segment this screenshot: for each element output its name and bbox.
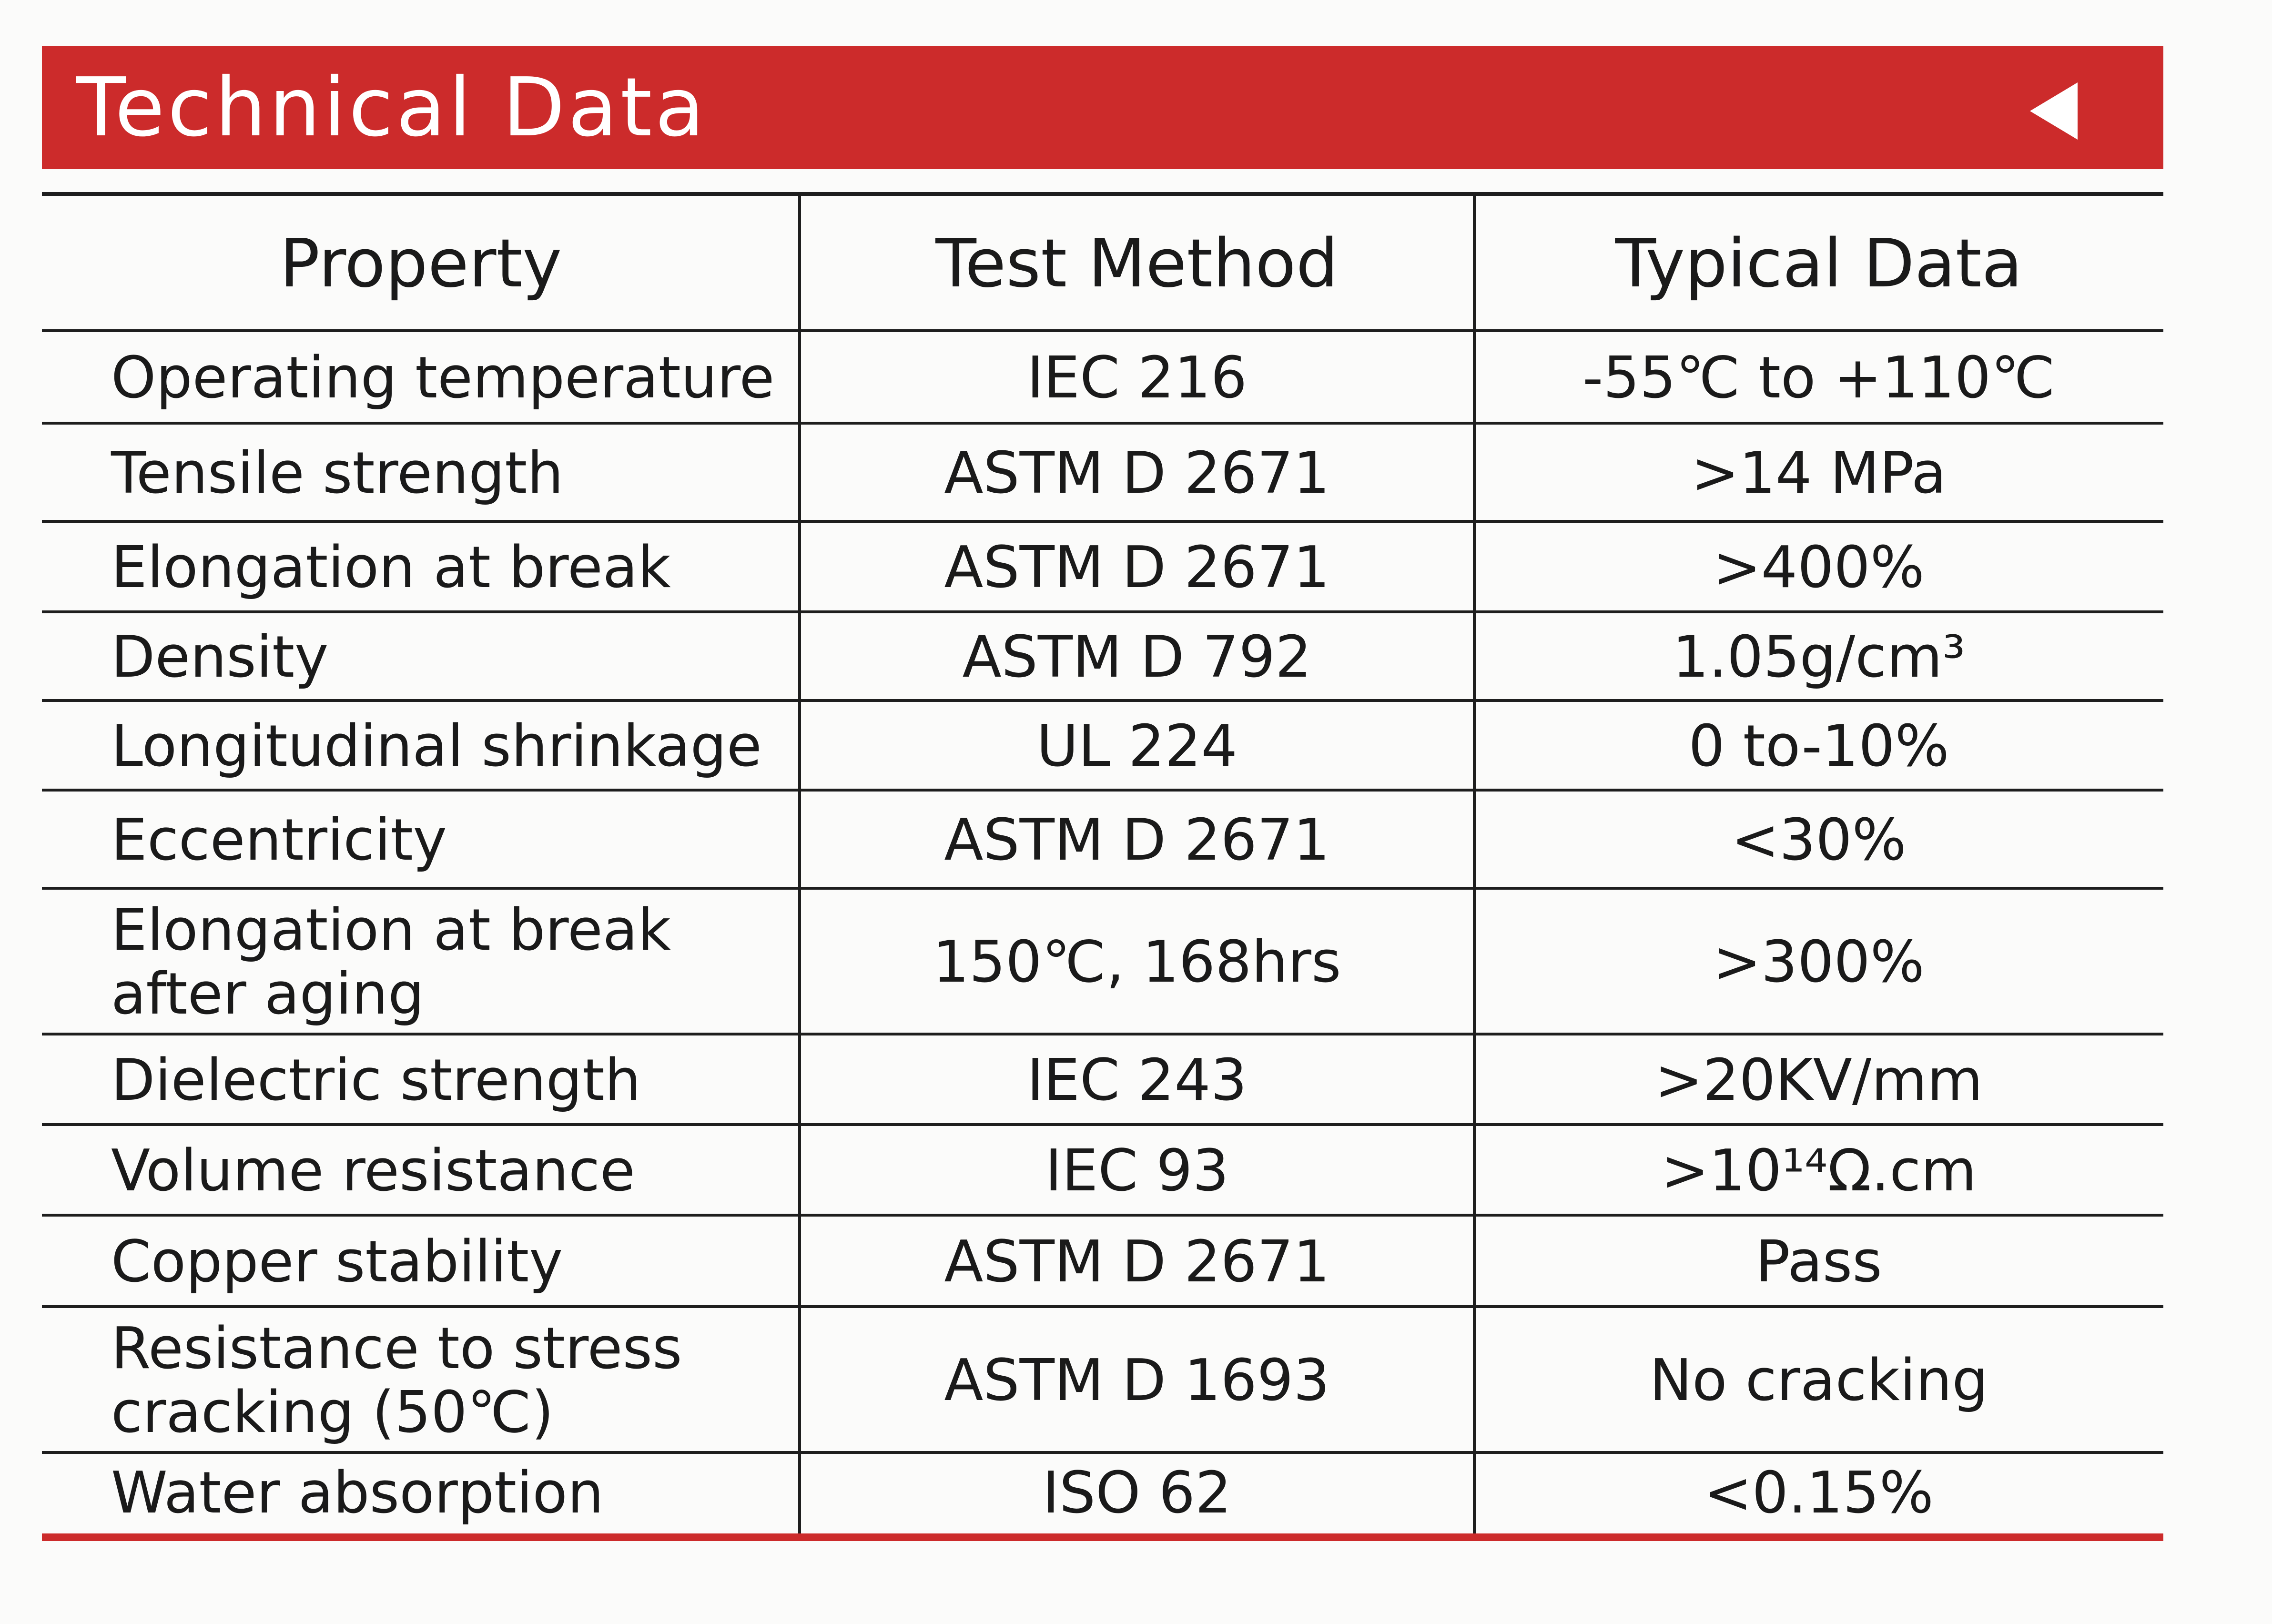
column-header-typical-data: Typical Data xyxy=(1615,224,2023,303)
table-bottom-rule xyxy=(42,1533,2163,1541)
method-cell: ASTM D 2671 xyxy=(944,440,1330,507)
table-row xyxy=(42,1217,2163,1308)
method-cell: IEC 243 xyxy=(1026,1047,1248,1114)
value-cell: -55℃ to +110℃ xyxy=(1582,345,2055,411)
method-cell: 150℃, 168hrs xyxy=(933,929,1341,995)
value-cell: 1.05g/cm³ xyxy=(1672,624,1966,690)
property-cell: Water absorption xyxy=(111,1460,604,1527)
property-text: Resistance to stress cracking (50℃) xyxy=(111,1315,682,1446)
method-cell: ISO 62 xyxy=(1042,1460,1232,1527)
triangle-left-icon[interactable] xyxy=(2030,82,2078,140)
property-cell: Density xyxy=(111,624,329,690)
property-cell: Tensile strength xyxy=(111,440,564,507)
table-top-rule xyxy=(42,192,2163,196)
value-cell: <30% xyxy=(1731,807,1907,873)
property-cell xyxy=(42,1308,800,1454)
header-bar xyxy=(42,46,2163,169)
value-cell: No cracking xyxy=(1649,1347,1988,1414)
table-row xyxy=(42,1308,2163,1454)
table-row xyxy=(42,1454,2163,1533)
value-cell: Pass xyxy=(1755,1228,1882,1295)
table-row xyxy=(42,332,2163,425)
value-cell: 0 to-10% xyxy=(1688,713,1949,780)
method-cell: ASTM D 2671 xyxy=(944,534,1330,601)
table-row xyxy=(42,792,2163,890)
table-row xyxy=(42,523,2163,613)
value-cell: >300% xyxy=(1713,929,1925,995)
table-row xyxy=(42,613,2163,702)
value-cell: >400% xyxy=(1713,534,1925,601)
column-header-test-method: Test Method xyxy=(935,224,1339,303)
property-cell: Copper stability xyxy=(111,1228,563,1295)
property-cell: Eccentricity xyxy=(111,807,447,873)
method-cell: ASTM D 2671 xyxy=(944,1228,1330,1295)
value-cell: >14 MPa xyxy=(1691,440,1947,507)
page-title: Technical Data xyxy=(76,61,708,155)
method-cell: ASTM D 792 xyxy=(962,624,1312,690)
method-cell: ASTM D 1693 xyxy=(944,1347,1330,1414)
table-row xyxy=(42,1035,2163,1126)
table-row xyxy=(42,1126,2163,1217)
property-cell: Elongation at break xyxy=(111,534,671,601)
property-cell: Volume resistance xyxy=(111,1137,635,1204)
column-header-property: Property xyxy=(279,224,562,303)
value-cell: <0.15% xyxy=(1704,1460,1934,1527)
method-cell: ASTM D 2671 xyxy=(944,807,1330,873)
property-text: Elongation at break after aging xyxy=(111,897,671,1027)
table-row xyxy=(42,702,2163,792)
property-cell: Operating temperature xyxy=(111,345,775,411)
property-cell xyxy=(42,890,800,1035)
table-row xyxy=(42,425,2163,523)
method-cell: IEC 216 xyxy=(1026,345,1248,411)
technical-data-table xyxy=(42,192,2163,1541)
value-cell: >20KV/mm xyxy=(1654,1047,1983,1114)
property-cell: Dielectric strength xyxy=(111,1047,641,1114)
method-cell: IEC 93 xyxy=(1045,1137,1229,1204)
table-row xyxy=(42,890,2163,1035)
property-cell: Longitudinal shrinkage xyxy=(111,713,762,780)
table-header-row xyxy=(42,196,2163,332)
value-cell: >10¹⁴Ω.cm xyxy=(1661,1137,1977,1204)
method-cell: UL 224 xyxy=(1036,713,1237,780)
